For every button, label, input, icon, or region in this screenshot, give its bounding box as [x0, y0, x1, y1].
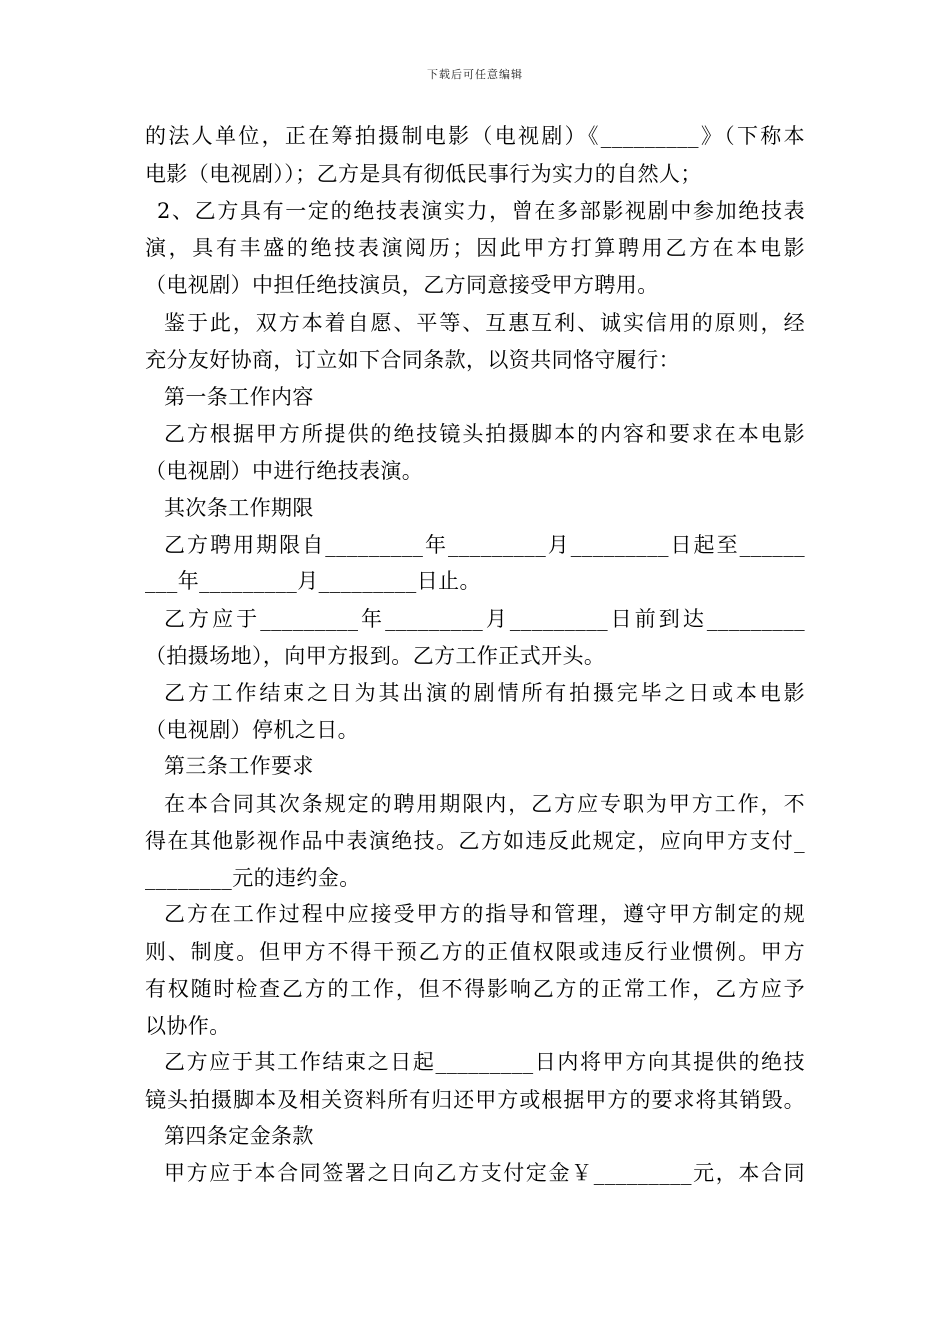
text-line: 演，具有丰盛的绝技表演阅历；因此甲方打算聘用乙方在本电影	[145, 236, 805, 260]
text-line: （电视剧）中担任绝技演员，乙方同意接受甲方聘用。	[145, 273, 659, 297]
text-line: 则、制度。但甲方不得干预乙方的正值权限或违反行业惯例。甲方	[145, 940, 805, 964]
section-heading: 第一条工作内容	[164, 385, 314, 409]
header-note: 下载后可任意编辑	[427, 68, 523, 81]
text-line: 乙方根据甲方所提供的绝技镜头拍摄脚本的内容和要求在本电影	[164, 422, 805, 446]
text-line: 以协作。	[145, 1014, 231, 1038]
text-line: 在本合同其次条规定的聘用期限内，乙方应专职为甲方工作，不	[164, 792, 805, 816]
text-line: 乙方聘用期限自_________年_________月_________日起至______	[164, 533, 805, 557]
text-line: 得在其他影视作品中表演绝技。乙方如违反此规定，应向甲方支付_	[145, 829, 805, 853]
text-line: 乙方在工作过程中应接受甲方的指导和管理，遵守甲方制定的规	[164, 902, 805, 926]
section-heading: 第四条定金条款	[164, 1124, 314, 1148]
text-line: 充分友好协商，订立如下合同条款，以资共同恪守履行：	[145, 348, 680, 372]
text-line: 甲方应于本合同签署之日向乙方支付定金￥_________元，本合同	[164, 1161, 805, 1185]
text-line: 镜头拍摄脚本及相关资料所有归还甲方或根据甲方的要求将其销毁。	[145, 1088, 805, 1112]
text-line: （拍摄场地），向甲方报到。乙方工作正式开头。	[145, 644, 606, 668]
section-heading: 其次条工作期限	[164, 496, 314, 520]
text-line: 的法人单位，正在筹拍摄制电影（电视剧）《_________》（下称本	[145, 124, 805, 148]
text-line: 电影（电视剧））；乙方是具有彻低民事行为实力的自然人；	[145, 162, 702, 186]
text-line: 有权随时检查乙方的工作，但不得影响乙方的正常工作，乙方应予	[145, 977, 805, 1001]
text-line: 乙方工作结束之日为其出演的剧情所有拍摄完毕之日或本电影	[164, 681, 805, 705]
text-line: 乙方应于_________年_________月_________日前到达_________	[164, 607, 805, 631]
text-line: （电视剧）中进行绝技表演。	[145, 459, 424, 483]
text-line: ___年_________月_________日止。	[145, 569, 481, 593]
text-line: （电视剧）停机之日。	[145, 718, 359, 742]
text-line: ________元的违约金。	[145, 866, 361, 890]
text-line: 2、乙方具有一定的绝技表演实力，曾在多部影视剧中参加绝技表	[157, 199, 805, 223]
text-line: 鉴于此，双方本着自愿、平等、互惠互利、诚实信用的原则，经	[164, 311, 805, 335]
section-heading: 第三条工作要求	[164, 754, 314, 778]
text-line: 乙方应于其工作结束之日起_________日内将甲方向其提供的绝技	[164, 1050, 805, 1074]
